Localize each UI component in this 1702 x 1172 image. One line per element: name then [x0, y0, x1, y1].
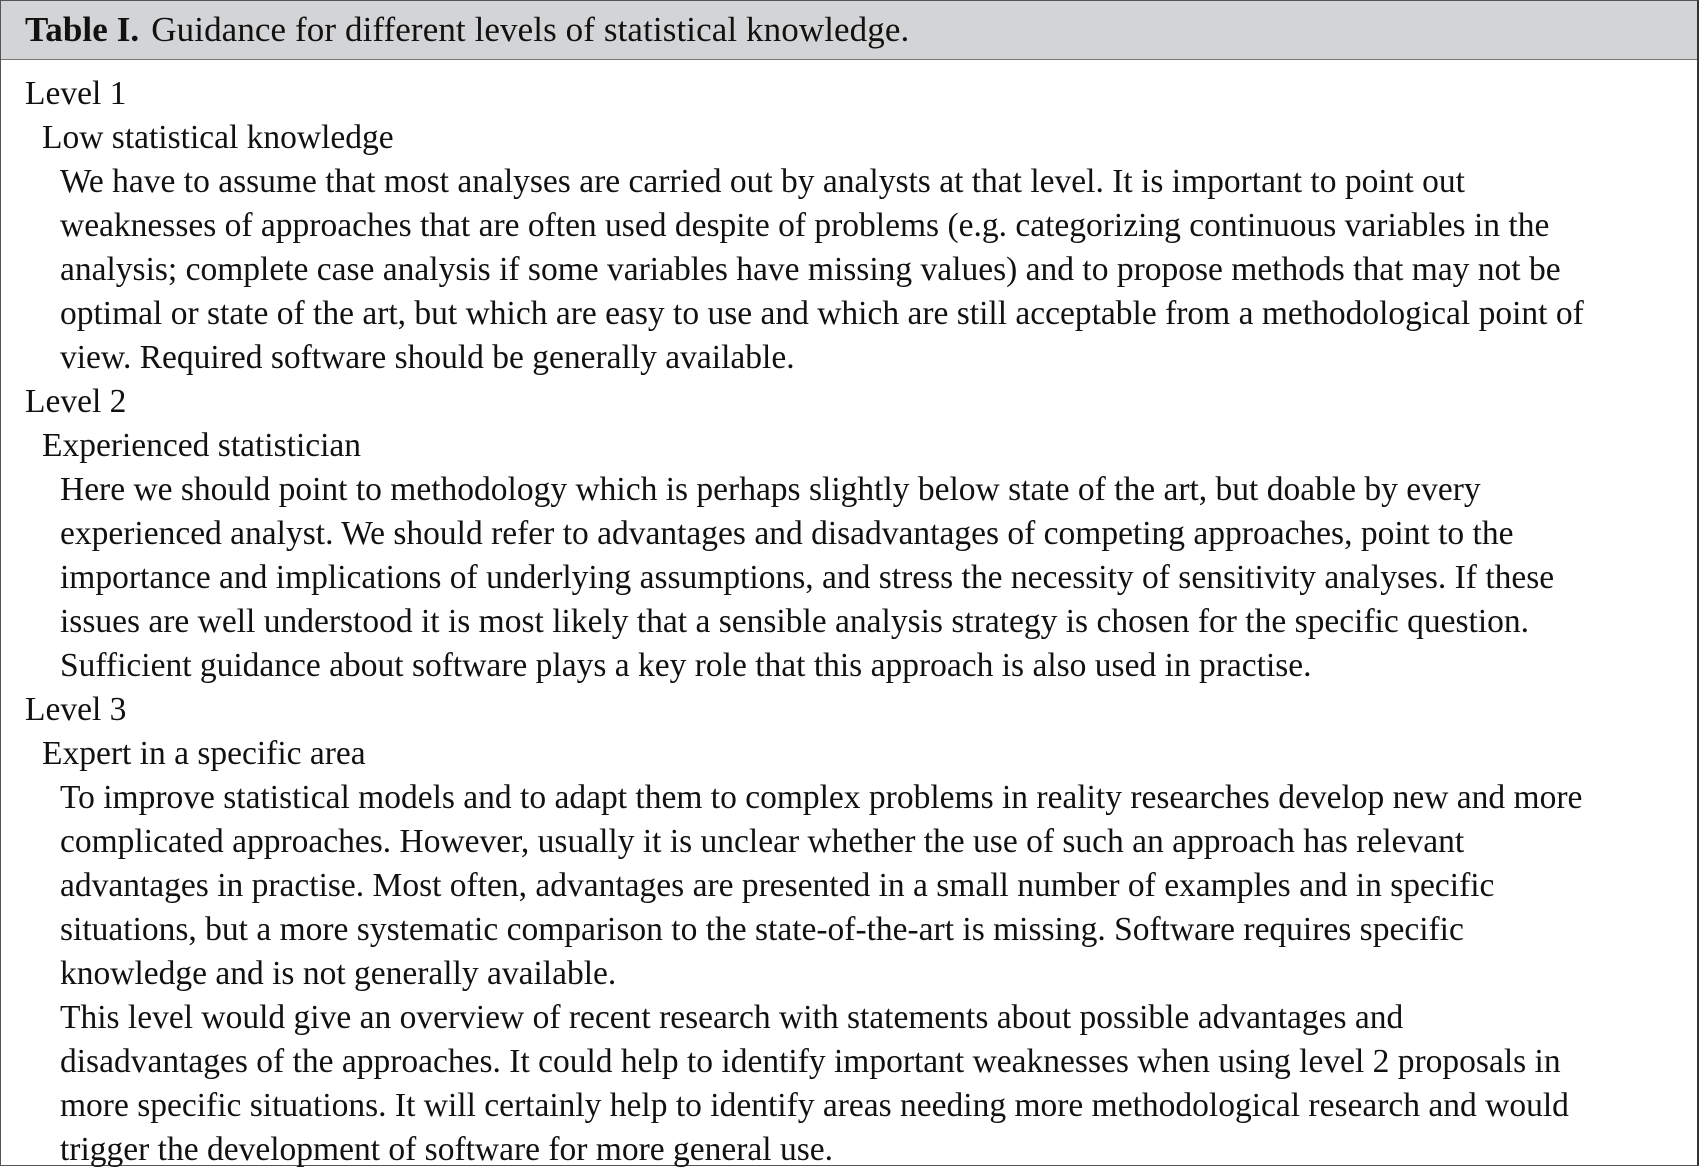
text-line: issues are well understood it is most likely that a sensible analysis strategy is chosen for the specific question.: [60, 603, 1530, 640]
text-line: trigger the development of software for more general use.: [60, 1131, 833, 1168]
level-description: [1, 776, 1697, 996]
level-title: Level 3: [25, 691, 127, 728]
text-line: knowledge and is not generally available.: [60, 955, 617, 992]
level-subtitle: Experienced statistician: [42, 427, 362, 464]
text-line: This level would give an overview of recent research with statements about possible advantages and: [60, 999, 1404, 1036]
text-line: Sufficient guidance about software plays a key role that this approach is also used in practise.: [60, 647, 1312, 684]
text-line: view. Required software should be generally available.: [60, 339, 795, 376]
text-line: complicated approaches. However, usually it is unclear whether the use of such an approach has relevant: [60, 823, 1465, 860]
level-section-2: [1, 380, 1697, 688]
text-line: disadvantages of the approaches. It could help to identify important weaknesses when using level 2 proposals in: [60, 1043, 1561, 1080]
text-line: importance and implications of underlying assumptions, and stress the necessity of sensitivity analyses. If these: [60, 559, 1555, 596]
text-line: experienced analyst. We should refer to advantages and disadvantages of competing approaches, point to the: [60, 515, 1514, 552]
table-label: Table I.: [25, 10, 140, 49]
text-line: advantages in practise. Most often, advantages are presented in a small number of examples and in specific: [60, 867, 1495, 904]
level-description: [1, 160, 1697, 380]
level-description: [1, 468, 1697, 688]
table-body: [1, 60, 1697, 1172]
text-line: We have to assume that most analyses are carried out by analysts at that level. It is important to point out: [60, 163, 1465, 200]
text-line: To improve statistical models and to adapt them to complex problems in reality researches develop new and more: [60, 779, 1583, 816]
level-subtitle: Low statistical knowledge: [42, 119, 394, 156]
level-section-1: [1, 72, 1697, 380]
level-description-continued: [1, 996, 1697, 1172]
table-caption: [1, 1, 1697, 60]
level-title: Level 1: [25, 75, 127, 112]
table-caption-text: Guidance for different levels of statistical knowledge.: [151, 10, 910, 49]
text-line: weaknesses of approaches that are often used despite of problems (e.g. categorizing continuous variables in the: [60, 207, 1550, 244]
text-line: more specific situations. It will certainly help to identify areas needing more methodological research and would: [60, 1087, 1569, 1124]
level-title: Level 2: [25, 383, 127, 420]
level-section-3: [1, 688, 1697, 1172]
level-subtitle: Expert in a specific area: [42, 735, 366, 772]
text-line: situations, but a more systematic comparison to the state-of-the-art is missing. Software requires specific: [60, 911, 1464, 948]
text-line: Here we should point to methodology which is perhaps slightly below state of the art, but doable by every: [60, 471, 1481, 508]
text-line: analysis; complete case analysis if some variables have missing values) and to propose methods that may not be: [60, 251, 1561, 288]
text-line: optimal or state of the art, but which are easy to use and which are still acceptable from a methodological point of: [60, 295, 1584, 332]
